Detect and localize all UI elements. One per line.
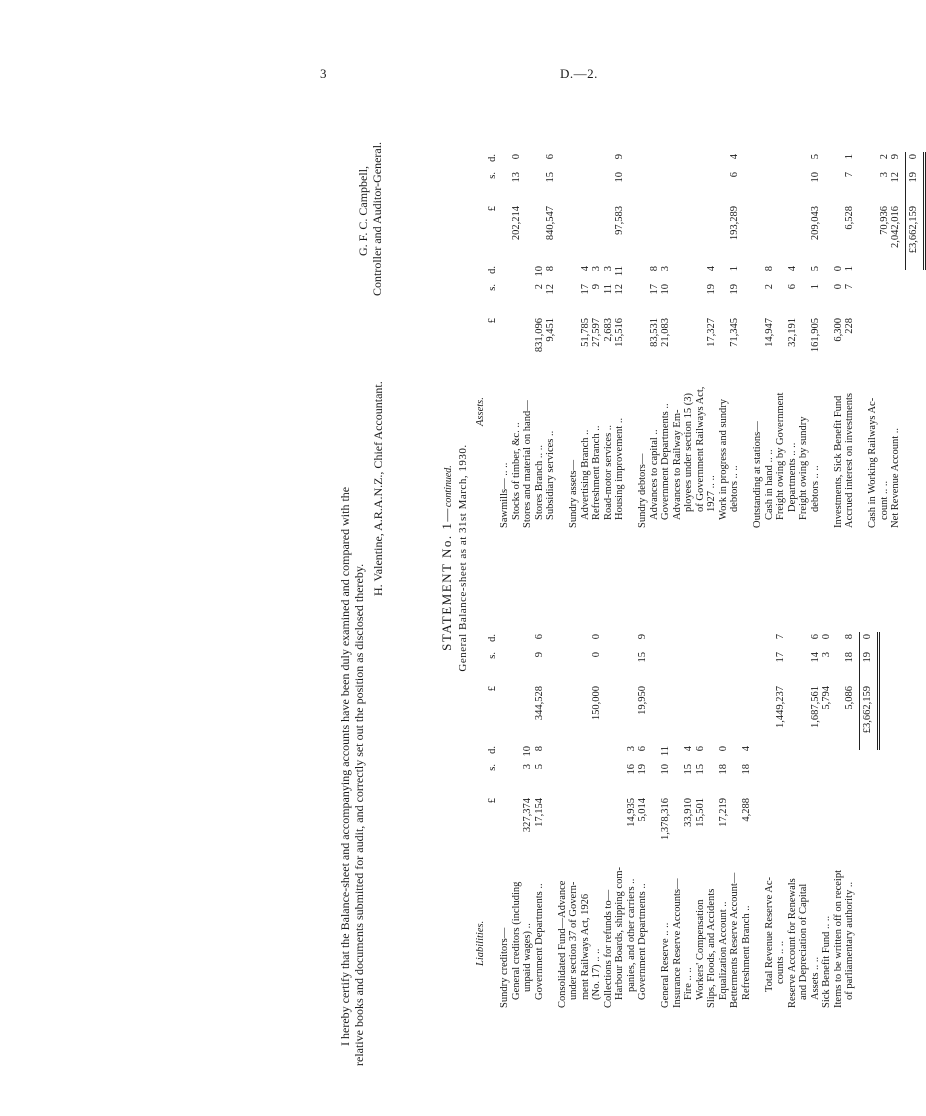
asset-row-label: Freight owing by sundry	[798, 416, 809, 520]
liability-row	[753, 568, 765, 1008]
liability-inner-pence: 6	[694, 746, 706, 752]
asset-outer-pence: 6	[545, 154, 556, 160]
liability-inner-pence: 4	[683, 746, 694, 752]
liability-inner-pence: 10	[522, 746, 533, 757]
asset-row	[592, 88, 604, 528]
liability-shillings-head: s.	[487, 764, 498, 771]
certification-line-2: relative books and documents submitted for audit, and correctly set out the position as disclosed thereby.	[352, 563, 366, 1066]
liability-row-label: Workers' Compensation	[694, 899, 706, 1000]
asset-row-label: Government Departments ..	[660, 403, 671, 520]
liability-pence-head: d.	[487, 746, 498, 754]
asset-row-label: 1927 .. ..	[706, 475, 717, 512]
statement-title-text: STATEMENT No. 1—	[439, 507, 454, 651]
liability-row	[776, 568, 788, 1008]
liability-inner-pounds: 1,378,316	[660, 798, 671, 840]
asset-row-label: Cash in Working Railways Ac-	[867, 397, 878, 528]
asset-row-label: Cash in hand .. ..	[763, 449, 775, 520]
liability-inner-shillings: 16	[625, 764, 637, 775]
asset-inner-shillings: 9	[591, 284, 602, 290]
asset-inner-pounds: 14,947	[763, 318, 775, 347]
asset-inner-pounds: 83,531	[648, 318, 660, 347]
asset-row-label: Road-motor services ..	[602, 424, 614, 520]
asset-row-label: Sundry assets—	[568, 460, 579, 528]
liability-total-shillings: 19	[861, 652, 873, 663]
liability-inner-pounds: 17,219	[717, 798, 729, 827]
liability-row	[707, 568, 719, 1008]
asset-inner-shillings: 6	[786, 284, 798, 290]
asset-inner-pounds: 2,683	[602, 318, 614, 342]
asset-row	[845, 88, 857, 528]
asset-inner-pounds: 6,300	[832, 318, 844, 342]
liability-inner-pounds: 33,910	[683, 798, 694, 827]
asset-inner-shillings: 11	[602, 284, 614, 295]
liability-outer-shillings: 15	[637, 652, 648, 663]
asset-row	[811, 88, 823, 528]
asset-inner-pence: 1	[844, 266, 855, 272]
asset-row	[868, 88, 880, 528]
liability-row	[546, 568, 558, 1008]
liability-row-label: General creditors (including	[510, 881, 522, 1000]
chief-accountant-signature: H. Valentine, A.R.A.N.Z., Chief Accountant.	[371, 381, 385, 596]
liability-row-label: Sick Benefit Fund .. ..	[821, 915, 832, 1008]
asset-inner-shillings: 19	[706, 284, 717, 295]
liability-row	[500, 568, 512, 1008]
asset-row	[776, 88, 788, 528]
asset-inner-shillings: 19	[729, 284, 740, 295]
liability-inner-shillings: 15	[683, 764, 694, 775]
assets-column	[488, 88, 920, 528]
asset-row	[707, 88, 719, 528]
liability-row	[799, 568, 811, 1008]
asset-row	[500, 88, 512, 528]
asset-inner-pence: 8	[545, 266, 556, 272]
asset-outer-shillings: 7	[844, 172, 855, 178]
auditor-general-signature	[356, 142, 384, 296]
asset-outer-pounds: 193,289	[729, 206, 740, 241]
asset-row-label: Advertising Branch ..	[579, 429, 591, 520]
asset-inner-pounds: 21,083	[660, 318, 671, 347]
liability-inner-shillings: 19	[637, 764, 648, 775]
asset-outer-shillings: 12	[890, 172, 901, 183]
asset-outer-pounds: 209,043	[809, 206, 821, 241]
liability-row-label: Total Revenue Reserve Ac-	[763, 876, 775, 992]
liability-total-pence: 0	[861, 634, 873, 640]
liability-row-label: Government Departments ..	[637, 883, 648, 1000]
asset-row	[615, 88, 627, 528]
asset-row	[696, 88, 708, 528]
asset-inner-pounds: 831,096	[533, 318, 545, 353]
liability-row-label: Refreshment Branch ..	[740, 905, 752, 1000]
liability-row-label: ment Railways Act, 1926	[579, 893, 591, 1000]
assets-lines	[500, 88, 920, 528]
asset-outer-pence: 4	[729, 154, 740, 160]
liabilities-heading: Liabilities.	[475, 920, 486, 966]
liability-row-label: unpaid wages) ..	[522, 923, 533, 992]
liability-shillings-head: s.	[487, 652, 498, 659]
asset-pound-head: £	[487, 206, 498, 212]
asset-row	[822, 88, 834, 528]
liability-row-label: (No. 17) .. ..	[591, 948, 602, 1000]
asset-inner-pounds: 15,516	[614, 318, 625, 347]
liability-pound-head: £	[487, 686, 498, 692]
liability-inner-pence: 6	[637, 746, 648, 752]
assets-heading: Assets.	[475, 397, 486, 426]
liability-inner-pounds: 4,288	[740, 798, 752, 822]
liability-outer-pence: 7	[775, 634, 786, 640]
asset-outer-pence: 1	[844, 154, 855, 160]
asset-inner-pence: 4	[706, 266, 717, 272]
asset-inner-shillings: 17	[579, 284, 591, 295]
asset-outer-shillings: 6	[729, 172, 740, 178]
liability-row-label: counts .. ..	[775, 940, 786, 984]
asset-row	[753, 88, 765, 528]
liability-row	[615, 568, 627, 1008]
asset-total-rule-top	[905, 152, 906, 270]
liability-outer-pounds: 150,000	[591, 686, 602, 721]
liability-outer-pence: 0	[591, 634, 602, 640]
liability-outer-shillings: 14	[809, 652, 821, 663]
asset-inner-pence: 3	[602, 266, 614, 272]
asset-inner-pence: 8	[763, 266, 775, 272]
asset-row-label: ployees under section 15 (3)	[683, 393, 694, 512]
asset-row-label: Advances to Railway Em-	[671, 409, 683, 520]
certification-line-1: I hereby certify that the Balance-sheet and accompanying accounts have been duly examined and compared with the	[338, 486, 352, 1046]
asset-inner-pounds: 27,597	[591, 318, 602, 347]
liability-row	[569, 568, 581, 1008]
liability-outer-pounds: 5,086	[844, 686, 855, 710]
asset-row	[661, 88, 673, 528]
liability-inner-pounds: 17,154	[533, 798, 545, 827]
asset-total-pounds: £3,662,159	[907, 206, 919, 254]
asset-total-pence: 0	[907, 154, 919, 160]
liability-row	[673, 568, 685, 1008]
liability-outer-shillings: 9	[533, 652, 545, 658]
asset-row-label: Stores and material on hand—	[522, 400, 533, 528]
asset-outer-shillings: 3	[878, 172, 890, 178]
liability-row-label: under section 37 of Govern-	[568, 881, 579, 1000]
asset-shillings-head: s.	[487, 172, 498, 179]
statement-subtitle: General Balance-sheet as at 31st March, 1930.	[457, 444, 469, 672]
auditor-general-title: Controller and Auditor-General.	[370, 141, 384, 296]
asset-inner-pence: 8	[648, 266, 660, 272]
asset-row-label: Accrued interest on investments	[844, 392, 855, 528]
asset-inner-pounds: 17,327	[706, 318, 717, 347]
liability-total-rule-bottom	[877, 632, 880, 750]
asset-outer-pence: 2	[878, 154, 890, 160]
asset-pence-head: d.	[487, 154, 498, 162]
asset-inner-shillings: 7	[844, 284, 855, 290]
liability-row-label: Items to be written off on receipt	[832, 869, 844, 1008]
asset-inner-pence: 0	[832, 266, 844, 272]
asset-outer-pence: 9	[890, 154, 901, 160]
liability-inner-pence: 4	[740, 746, 752, 752]
asset-row	[569, 88, 581, 528]
asset-inner-pounds: 51,785	[579, 318, 591, 347]
asset-row	[891, 88, 903, 528]
asset-pound-head: £	[487, 318, 498, 324]
liability-total-row	[863, 568, 875, 1008]
asset-row-label: Stores Branch .. ..	[533, 445, 545, 520]
asset-outer-shillings: 10	[809, 172, 821, 183]
liability-outer-pounds: 344,528	[533, 686, 545, 721]
asset-row-label: Advances to capital ..	[648, 429, 660, 520]
liability-outer-shillings: 3	[821, 652, 832, 658]
asset-row	[546, 88, 558, 528]
liability-row-label: Equalization Account ..	[717, 901, 729, 1000]
liability-inner-pounds: 14,935	[625, 798, 637, 827]
liability-row-label: panies, and other carriers ..	[625, 878, 637, 992]
asset-inner-pence: 11	[614, 266, 625, 277]
asset-outer-pounds: 840,547	[545, 206, 556, 241]
asset-row-label: Work in progress and sundry	[717, 398, 729, 520]
liability-row	[822, 568, 834, 1008]
liability-inner-shillings: 3	[522, 764, 533, 770]
liability-row-label: Slips, Floods, and Accidents	[706, 888, 717, 1008]
liability-inner-pence: 0	[717, 746, 729, 752]
asset-row	[730, 88, 742, 528]
asset-row-label: count .. ..	[878, 480, 890, 520]
asset-row-label: Net Revenue Account ..	[890, 427, 901, 528]
asset-total-shillings: 19	[907, 172, 919, 183]
asset-outer-shillings: 10	[614, 172, 625, 183]
asset-outer-pounds: 2,042,016	[890, 206, 901, 248]
asset-pence-head: d.	[487, 266, 498, 274]
asset-inner-pounds: 71,345	[729, 318, 740, 347]
liability-outer-shillings: 0	[591, 652, 602, 658]
liability-inner-shillings: 15	[694, 764, 706, 775]
liability-row	[638, 568, 650, 1008]
liability-outer-pence: 6	[809, 634, 821, 640]
asset-outer-shillings: 15	[545, 172, 556, 183]
liability-row	[742, 568, 754, 1008]
liability-row-label: and Depreciation of Capital	[798, 883, 809, 1000]
asset-inner-shillings: 17	[648, 284, 660, 295]
statement-title	[440, 0, 454, 1116]
liability-row	[535, 568, 547, 1008]
asset-inner-shillings: 12	[614, 284, 625, 295]
asset-outer-pounds: 97,583	[614, 206, 625, 235]
liability-row-label: Betterments Reserve Account—	[729, 872, 740, 1008]
liability-inner-pence: 3	[625, 746, 637, 752]
asset-outer-pence: 5	[809, 154, 821, 160]
asset-row-label: Outstanding at stations—	[752, 421, 763, 528]
liability-row	[592, 568, 604, 1008]
liability-row-label: General Reserve .. ..	[660, 922, 671, 1008]
asset-row-label: Housing improvement ..	[614, 417, 625, 520]
liability-row-label: Sundry creditors—	[499, 927, 510, 1008]
liability-outer-pence: 6	[533, 634, 545, 640]
asset-row	[638, 88, 650, 528]
asset-inner-pence: 3	[591, 266, 602, 272]
liability-row-label: Assets .. ..	[809, 956, 821, 1000]
asset-row-label: debtors .. ..	[809, 465, 821, 512]
asset-inner-pence: 1	[729, 266, 740, 272]
asset-inner-pence: 3	[660, 266, 671, 272]
document-reference: D.—2.	[560, 66, 598, 81]
asset-inner-shillings: 0	[832, 284, 844, 290]
asset-row-label: of Government Railways Act,	[694, 386, 706, 512]
asset-row	[684, 88, 696, 528]
asset-inner-pounds: 228	[844, 318, 855, 334]
liability-inner-pounds: 5,014	[637, 798, 648, 822]
asset-shillings-head: s.	[487, 284, 498, 291]
liability-row-label: Consolidated Fund—Advance	[556, 880, 568, 1008]
asset-outer-pounds: 202,214	[510, 206, 522, 241]
asset-outer-pence: 9	[614, 154, 625, 160]
liability-outer-pence: 8	[844, 634, 855, 640]
liabilities-column	[488, 568, 874, 1008]
liability-outer-shillings: 17	[775, 652, 786, 663]
liability-row-label: Reserve Account for Renewals	[786, 878, 798, 1008]
liability-inner-shillings: 10	[660, 764, 671, 775]
asset-inner-pence: 10	[533, 266, 545, 277]
liability-pence-head: d.	[487, 634, 498, 642]
asset-row-label: Subsidiary services ..	[545, 430, 556, 520]
liability-total-pounds: £3,662,159	[861, 686, 873, 734]
page-number: 3	[320, 66, 327, 81]
liability-outer-pounds: 5,794	[821, 686, 832, 710]
liability-row-label: Collections for refunds to—	[602, 889, 614, 1008]
liability-inner-pounds: 327,374	[522, 798, 533, 833]
liability-outer-pounds: 1,449,237	[775, 686, 786, 728]
asset-row-label: Departments .. ..	[786, 442, 798, 512]
auditor-general-name: G. F. C. Campbell,	[356, 165, 370, 256]
liability-row	[730, 568, 742, 1008]
liability-inner-shillings: 18	[717, 764, 729, 775]
liability-row-label: Fire .. ..	[683, 967, 694, 1000]
asset-inner-shillings: 2	[763, 284, 775, 290]
asset-inner-shillings: 2	[533, 284, 545, 290]
liability-row	[845, 568, 857, 1008]
liability-inner-shillings: 18	[740, 764, 752, 775]
asset-row-label: Sawmills— .. ..	[499, 462, 510, 528]
asset-outer-shillings: 13	[510, 172, 522, 183]
asset-row-label: debtors .. ..	[729, 465, 740, 512]
asset-inner-shillings: 10	[660, 284, 671, 295]
asset-inner-pounds: 9,451	[545, 318, 556, 342]
liability-row-label: of parliamentary authority ..	[844, 881, 855, 1000]
liability-row	[684, 568, 696, 1008]
liability-inner-shillings: 5	[533, 764, 545, 770]
asset-row-label: Stocks of timber, &c. ..	[510, 422, 522, 520]
asset-inner-pounds: 32,191	[786, 318, 798, 347]
asset-row-label: Refreshment Branch ..	[591, 425, 602, 520]
liability-inner-pence: 8	[533, 746, 545, 752]
asset-row	[799, 88, 811, 528]
liability-outer-pounds: 19,950	[637, 686, 648, 715]
asset-total-row	[909, 88, 921, 528]
asset-row-label: Sundry debtors—	[637, 453, 648, 528]
liabilities-lines	[500, 568, 874, 1008]
asset-inner-pence: 5	[809, 266, 821, 272]
liability-row	[661, 568, 673, 1008]
liability-row-label: Insurance Reserve Accounts—	[671, 878, 683, 1008]
liability-outer-shillings: 18	[844, 652, 855, 663]
asset-inner-shillings: 12	[545, 284, 556, 295]
liability-outer-pounds: 1,687,561	[809, 686, 821, 728]
statement-title-suffix: continued.	[443, 465, 454, 508]
liability-inner-pence: 11	[660, 746, 671, 757]
asset-inner-shillings: 1	[809, 284, 821, 290]
asset-inner-pence: 4	[786, 266, 798, 272]
liability-row-label: Harbour Boards, shipping com-	[614, 867, 625, 1000]
liability-pound-head: £	[487, 798, 498, 804]
liability-row	[523, 568, 535, 1008]
asset-outer-pence: 0	[510, 154, 522, 160]
assets-money-heads	[488, 88, 500, 528]
asset-outer-pounds: 70,936	[878, 206, 890, 235]
liability-outer-pence: 9	[637, 634, 648, 640]
liability-row-label: Government Departments ..	[533, 883, 545, 1000]
asset-outer-pounds: 6,528	[844, 206, 855, 230]
liability-outer-pence: 0	[821, 634, 832, 640]
asset-row-label: Investments, Sick Benefit Fund	[832, 395, 844, 528]
asset-inner-pence: 4	[579, 266, 591, 272]
liability-inner-pounds: 15,501	[694, 798, 706, 827]
asset-row	[523, 88, 535, 528]
asset-row-label: Freight owing by Government	[775, 392, 786, 520]
asset-inner-pounds: 161,905	[809, 318, 821, 353]
liability-total-rule-top	[859, 632, 860, 750]
